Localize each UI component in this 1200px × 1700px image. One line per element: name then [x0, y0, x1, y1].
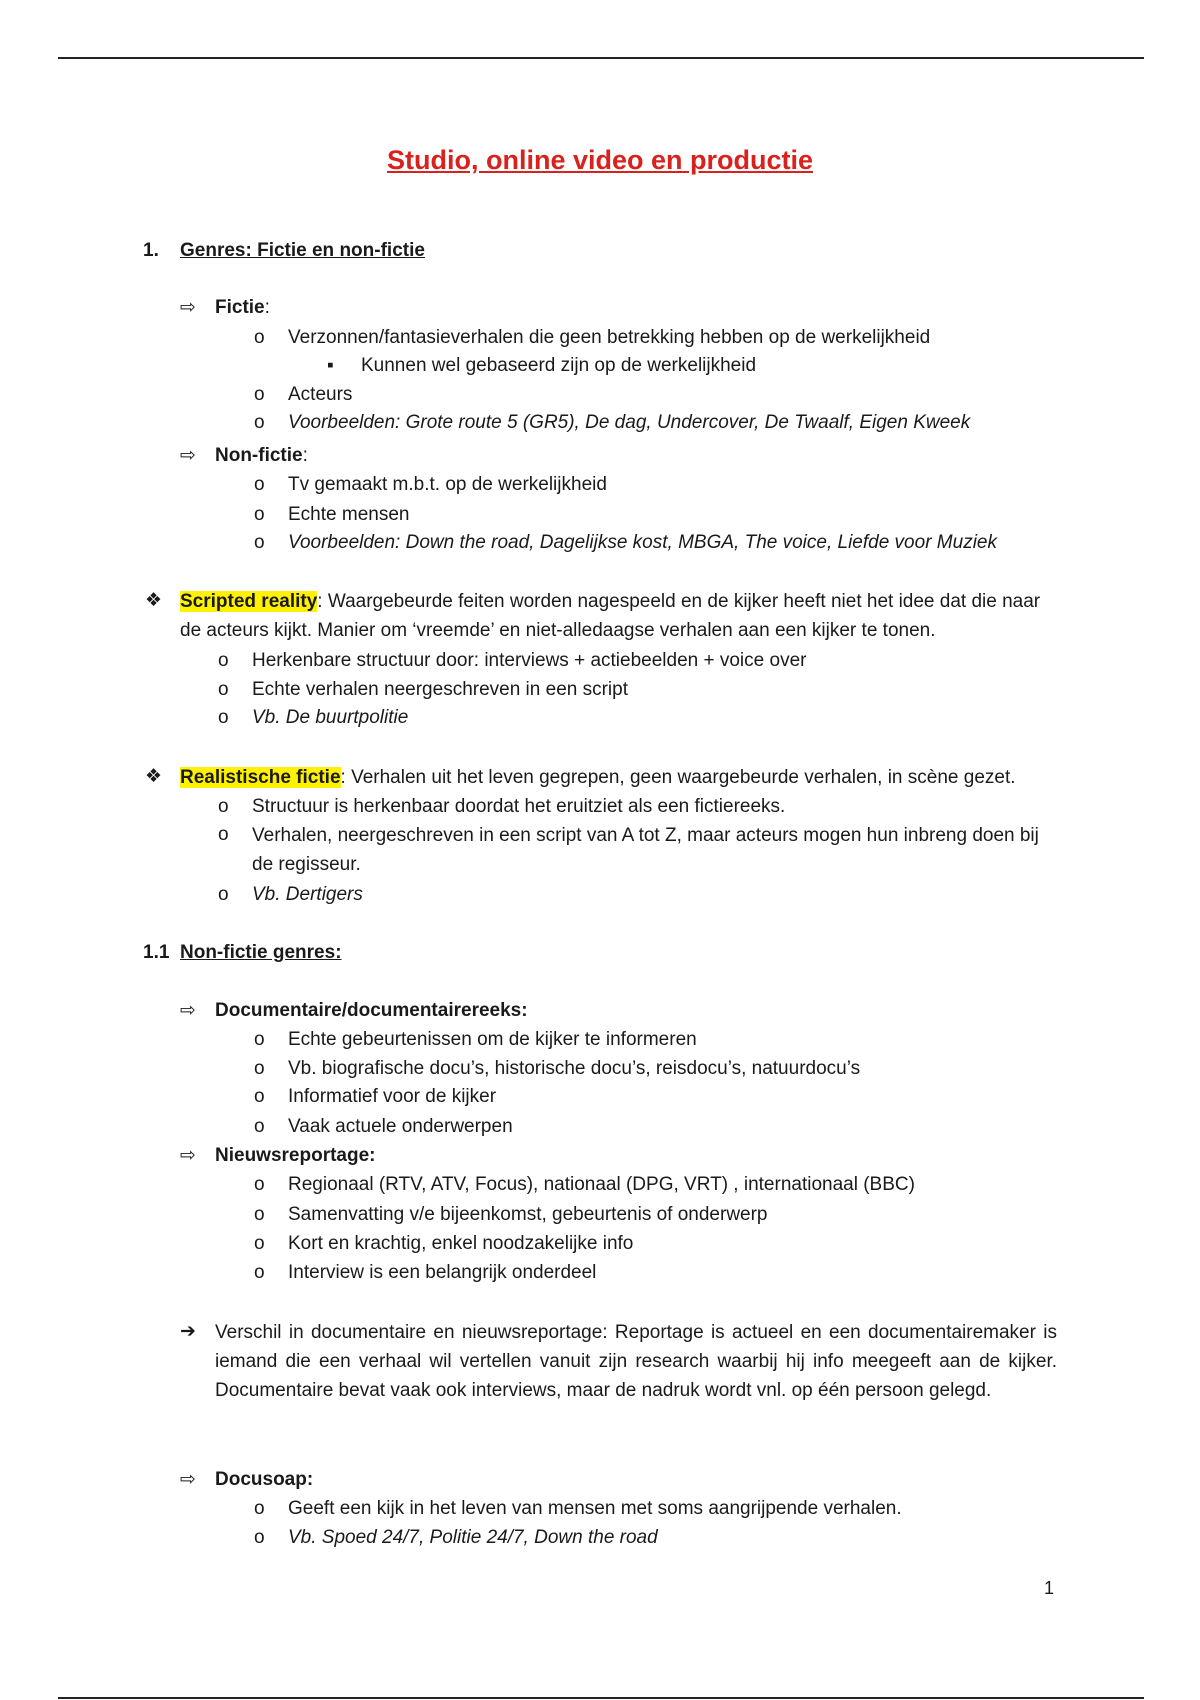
section-title: Non-fictie genres: — [180, 942, 342, 963]
circle-bullet-icon: o — [218, 796, 229, 817]
circle-bullet-icon: o — [254, 1498, 265, 1519]
circle-bullet-icon: o — [218, 679, 229, 700]
circle-bullet-icon: o — [254, 504, 265, 525]
nieuws-label: Nieuwsreportage: — [215, 1145, 376, 1166]
circle-bullet-icon: o — [218, 824, 229, 845]
circle-bullet-icon: o — [254, 412, 265, 433]
circle-bullet-icon: o — [254, 1029, 265, 1050]
section-number: 1. — [143, 240, 159, 261]
circle-bullet-icon: o — [254, 1204, 265, 1225]
circle-bullet-icon: o — [254, 1233, 265, 1254]
circle-bullet-icon: o — [218, 650, 229, 671]
circle-bullet-icon: o — [254, 1116, 265, 1137]
hollow-arrow-icon: ⇨ — [180, 1000, 196, 1021]
circle-bullet-icon: o — [254, 1262, 265, 1283]
circle-bullet-icon: o — [254, 1058, 265, 1079]
circle-bullet-icon: o — [254, 474, 265, 495]
diamond-bullet-icon: ❖ — [145, 766, 163, 787]
hollow-arrow-icon: ⇨ — [180, 297, 196, 318]
footer-rule — [58, 1697, 1144, 1699]
circle-bullet-icon: o — [218, 707, 229, 728]
list-item-text: Verhalen, neergeschreven in een script van A tot Z, maar acteurs mogen hun inbreng doen bij de regisseur. — [252, 825, 1039, 875]
hollow-arrow-icon: ⇨ — [180, 445, 196, 466]
circle-bullet-icon: o — [218, 884, 229, 905]
circle-bullet-icon: o — [254, 384, 265, 405]
header-rule — [58, 57, 1144, 59]
page-number: 1 — [1044, 1578, 1055, 1598]
section-number: 1.1 — [143, 942, 170, 963]
diamond-bullet-icon: ❖ — [145, 590, 163, 611]
scripted-reality-term: Scripted reality — [180, 591, 318, 612]
circle-bullet-icon: o — [254, 327, 265, 348]
arrow-right-icon: ➔ — [180, 1321, 196, 1342]
docusoap-label: Docusoap: — [215, 1469, 314, 1490]
realistische-fictie-term: Realistische fictie — [180, 767, 341, 788]
realistische-fictie-paragraph: Realistische fictie: Verhalen uit het leven gegrepen, geen waargebeurde verhalen, in scène gezet. — [180, 767, 1016, 788]
circle-bullet-icon: o — [254, 1527, 265, 1548]
circle-bullet-icon: o — [254, 1086, 265, 1107]
circle-bullet-icon: o — [254, 532, 265, 553]
fictie-label: Fictie — [215, 297, 265, 318]
hollow-arrow-icon: ⇨ — [180, 1145, 196, 1166]
section-title: Genres: Fictie en non-fictie — [180, 240, 425, 261]
scripted-reality-paragraph: Scripted reality: Waargebeurde feiten worden nagespeeld en de kijker heeft niet het idee dat die naar de acteurs kijkt. Manier om ‘vreemde’ en niet-alledaagse verhalen aan een kijker te tonen. — [180, 591, 1041, 641]
verschil-paragraph: Verschil in documentaire en nieuwsreportage: Reportage is actueel en een documentairemaker is iemand die een verhaal wil vertellen vanuit zijn research waarbij hij info meegeeft aan de kijker. Documentaire bevat vaak ook interviews, maar de nadruk wordt vnl. op één persoon gelegd. — [215, 1322, 1057, 1401]
square-bullet-icon: ▪ — [327, 355, 334, 376]
page-title: Studio, online video en productie — [386, 145, 813, 175]
circle-bullet-icon: o — [254, 1174, 265, 1195]
documentaire-label: Documentaire/documentairereeks: — [215, 1000, 528, 1021]
nonfictie-label: Non-fictie — [215, 445, 303, 466]
hollow-arrow-icon: ⇨ — [180, 1469, 196, 1490]
